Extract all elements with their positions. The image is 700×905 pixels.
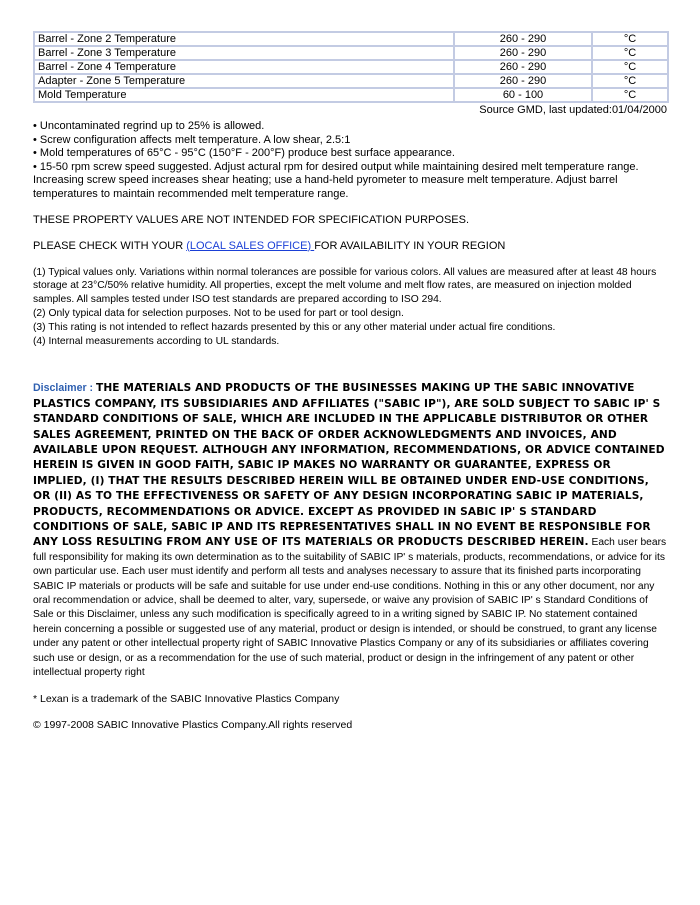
disclaimer-body-text: Each user bears full responsibility for making its own determination as to the suitability of SABIC IP' s materials, products, recommendations, or advice for its own particular use. Each user must identify and perform all tests and analyses necessary to assure that its finished parts incorporating SABIC IP materials or products will be safe and suitable for use under end-use conditions. Nothing in this or any other document, nor any oral recommendation or advice, shall be deemed to alter, vary, supersede, or waive any provision of SABIC IP' s Standard Conditions of Sale or this Disclaimer, unless any such modification is specifically agreed to in a writing signed by SABIC IP. No statement contained herein concerning a possible or suggested use of any material, product or design is intended, or should be construed, to grant any license under any patent or other intellectual property right of SABIC Innovative Plastics Company or any of its subsidiaries or affiliates covering such use or design, or as a recommendation for the use of such material, product or design in the infringement of any patent or other intellectual property right <box>33 537 667 679</box>
copyright-notice: © 1997-2008 SABIC Innovative Plastics Company.All rights reserved <box>33 719 353 732</box>
table-row <box>34 74 668 88</box>
property-value: 260 - 290 <box>454 46 592 60</box>
footnote: (1) Typical values only. Variations within normal tolerances are possible for various colors. All values are measured after at least 48 hours storage at 23°C/50% relative humidity. All properties, except the melt volume and melt flow rates, are measured on injection molded samples. All samples tested under ISO test standards are prepared according to ISO 294. <box>33 266 657 306</box>
processing-notes <box>33 120 667 202</box>
property-name: Barrel - Zone 4 Temperature <box>34 60 454 74</box>
property-unit: °C <box>592 60 668 74</box>
note-item: • 15-50 rpm screw speed suggested. Adjust actural rpm for desired output while maintaining desired melt temperature range. Increasing screw speed increases shear heating; use a hand-held pyrometer to measure melt temperature. Adjust barrel temperatures to maintain recommended melt temperature range. <box>33 160 639 200</box>
property-unit: °C <box>592 74 668 88</box>
property-unit: °C <box>592 32 668 46</box>
property-name: Mold Temperature <box>34 88 454 102</box>
property-value: 260 - 290 <box>454 32 592 46</box>
page-content <box>33 31 667 732</box>
footnotes <box>33 266 667 349</box>
property-unit: °C <box>592 88 668 102</box>
local-sales-office-link[interactable]: (LOCAL SALES OFFICE) <box>186 239 315 252</box>
property-value: 260 - 290 <box>454 60 592 74</box>
table-row <box>34 46 668 60</box>
disclaimer-label: Disclaimer : <box>33 382 97 395</box>
property-value: 60 - 100 <box>454 88 592 102</box>
disclaimer <box>33 381 667 680</box>
table-row <box>34 60 668 74</box>
property-name: Barrel - Zone 3 Temperature <box>34 46 454 60</box>
table-row <box>34 88 668 102</box>
footnote: (3) This rating is not intended to reflect hazards presented by this or any other material under actual fire conditions. <box>33 321 556 333</box>
note-item: • Screw configuration affects melt temperature. A low shear, 2.5:1 <box>33 133 351 146</box>
availability-notice <box>33 240 667 253</box>
note-item: • Mold temperatures of 65°C - 95°C (150°F - 200°F) produce best surface appearance. <box>33 147 455 160</box>
note-item: • Uncontaminated regrind up to 25% is allowed. <box>33 120 265 132</box>
property-name: Barrel - Zone 2 Temperature <box>34 32 454 46</box>
footnote: (2) Only typical data for selection purposes. Not to be used for part or tool design. <box>33 307 404 319</box>
property-value: 260 - 290 <box>454 74 592 88</box>
trademark-notice: * Lexan is a trademark of the SABIC Innovative Plastics Company <box>33 693 340 706</box>
disclaimer-bold-text: THE MATERIALS AND PRODUCTS OF THE BUSINESSES MAKING UP THE SABIC INNOVATIVE PLASTICS COMPANY, ITS SUBSIDIARIES AND AFFILIATES ("SABIC IP"), ARE SOLD SUBJECT TO SABIC IP' S STANDARD CONDITIONS OF SALE, WHICH ARE INCLUDED IN THE APPLICABLE DISTRIBUTOR OR OTHER SALES AGREEMENT, PRINTED ON THE BACK OF ORDER ACKNOWLEDGMENTS AND INVOICES, AND AVAILABLE UPON REQUEST. ALTHOUGH ANY INFORMATION, RECOMMENDATIONS, OR ADVICE CONTAINED HEREIN IS GIVEN IN GOOD FAITH, SABIC IP MAKES NO WARRANTY OR GUARANTEE, EXPRESS OR IMPLIED, (I) THAT THE RESULTS DESCRIBED HEREIN WILL BE OBTAINED UNDER END-USE CONDITIONS, OR (II) AS TO THE EFFECTIVENESS OR SAFETY OF ANY DESIGN INCORPORATING SABIC IP MATERIALS, PRODUCTS, RECOMMENDATIONS OR ADVICE. EXCEPT AS PROVIDED IN SABIC IP' S STANDARD CONDITIONS OF SALE, SABIC IP AND ITS REPRESENTATIVES SHALL IN NO EVENT BE RESPONSIBLE FOR ANY LOSS RESULTING FROM ANY USE OF ITS MATERIALS OR PRODUCTS DESCRIBED HEREIN. <box>33 382 665 549</box>
availability-text-after: FOR AVAILABILITY IN YOUR REGION <box>314 239 506 252</box>
source-note: Source GMD, last updated:01/04/2000 <box>479 104 667 116</box>
availability-text-before: PLEASE CHECK WITH YOUR <box>33 239 187 252</box>
table-row <box>34 32 668 46</box>
property-name: Adapter - Zone 5 Temperature <box>34 74 454 88</box>
specification-notice: THESE PROPERTY VALUES ARE NOT INTENDED FOR SPECIFICATION PURPOSES. <box>33 213 470 226</box>
processing-parameters-table <box>33 31 669 103</box>
footnote: (4) Internal measurements according to UL standards. <box>33 335 280 347</box>
property-unit: °C <box>592 46 668 60</box>
